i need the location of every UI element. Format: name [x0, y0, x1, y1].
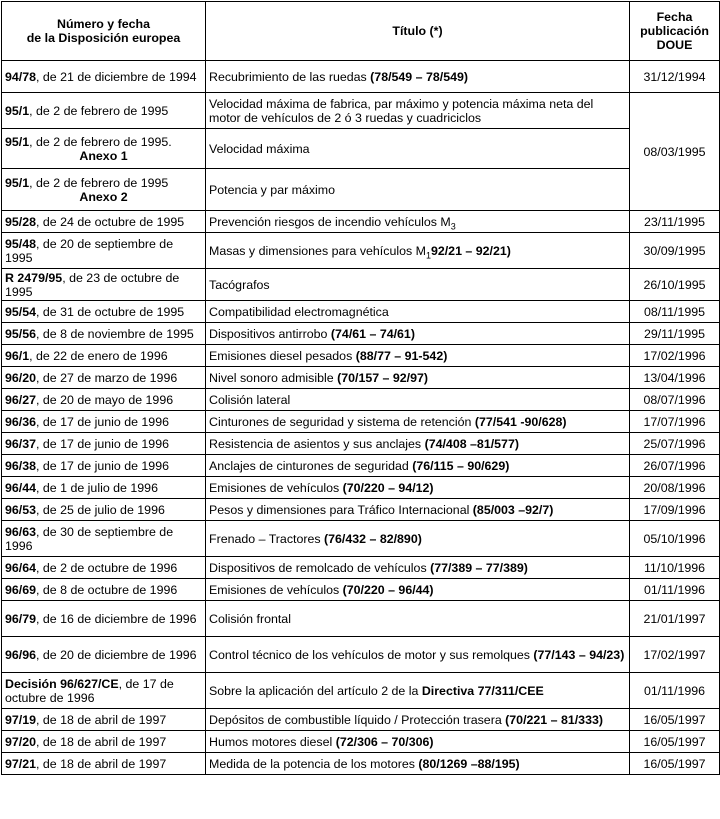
disposition-date: , de 27 de marzo de 1996	[36, 370, 178, 385]
title-subscript: 1	[425, 249, 431, 260]
table-row	[2, 731, 720, 753]
directive-codes: (70/220 – 96/44)	[342, 582, 434, 597]
title-cell	[206, 601, 630, 637]
title-cell	[206, 433, 630, 455]
table-row	[2, 367, 720, 389]
table-row	[2, 93, 720, 129]
header-title: Título (*)	[206, 2, 630, 61]
disposition-cell	[2, 557, 206, 579]
title-text: Masas y dimensiones para vehículos M	[209, 243, 426, 258]
publication-date: 20/08/1996	[630, 477, 720, 499]
title-text: Compatibilidad electromagnética	[209, 304, 389, 319]
disposition-cell	[2, 455, 206, 477]
disposition-date: , de 18 de abril de 1997	[36, 712, 167, 727]
table-row	[2, 61, 720, 93]
directive-codes: (80/1269 –88/195)	[418, 756, 520, 771]
directive-codes: (70/221 – 81/333)	[505, 712, 603, 727]
disposition-cell	[2, 477, 206, 499]
title-cell	[206, 211, 630, 233]
publication-date: 05/10/1996	[630, 521, 720, 557]
disposition-ref: 96/44	[5, 480, 37, 495]
disposition-date: , de 24 de octubre de 1995	[36, 214, 185, 229]
title-cell	[206, 169, 630, 211]
title-cell	[206, 579, 630, 601]
table-row	[2, 637, 720, 673]
title-text: Frenado – Tractores	[209, 531, 325, 546]
publication-date: 01/11/1996	[630, 579, 720, 601]
table-row	[2, 455, 720, 477]
disposition-date: , de 2 de febrero de 1995	[29, 103, 169, 118]
title-cell	[206, 455, 630, 477]
directive-codes: (74/408 –81/577)	[424, 436, 519, 451]
directive-codes: (77/541 -90/628)	[474, 414, 567, 429]
title-text: Humos motores diesel	[209, 734, 336, 749]
disposition-date: , de 2 de febrero de 1995	[29, 175, 169, 190]
disposition-cell	[2, 345, 206, 367]
table-row	[2, 477, 720, 499]
title-cell	[206, 233, 630, 269]
disposition-date: , de 20 de septiembre de 1995	[5, 236, 174, 265]
disposition-date: , de 17 de octubre de 1996	[5, 676, 174, 705]
disposition-cell	[2, 579, 206, 601]
title-text: Emisiones de vehículos	[209, 582, 343, 597]
title-cell	[206, 61, 630, 93]
disposition-ref: Decisión 96/627/CE	[5, 676, 119, 691]
title-text: Potencia y par máximo	[209, 182, 336, 197]
disposition-date: , de 20 de diciembre de 1996	[36, 647, 197, 662]
publication-date: 26/10/1995	[630, 269, 720, 301]
directive-codes: Directiva 77/311/CEE	[421, 683, 544, 698]
directive-codes: (88/77 – 91-542)	[355, 348, 448, 363]
annex-label: Anexo 1	[79, 148, 128, 163]
publication-date: 08/07/1996	[630, 389, 720, 411]
disposition-cell	[2, 323, 206, 345]
publication-date: 16/05/1997	[630, 709, 720, 731]
directive-codes: (76/115 – 90/629)	[412, 458, 510, 473]
disposition-cell	[2, 521, 206, 557]
title-text: Anclajes de cinturones de seguridad	[209, 458, 413, 473]
disposition-date: , de 22 de enero de 1996	[29, 348, 168, 363]
title-text: Prevención riesgos de incendio vehículos M	[209, 214, 451, 229]
title-text: Cinturones de seguridad y sistema de retención	[209, 414, 475, 429]
title-cell	[206, 477, 630, 499]
table-row	[2, 345, 720, 367]
title-cell	[206, 499, 630, 521]
title-text: Nivel sonoro admisible	[209, 370, 338, 385]
publication-date: 29/11/1995	[630, 323, 720, 345]
title-cell	[206, 301, 630, 323]
publication-date: 17/07/1996	[630, 411, 720, 433]
annex-label: Anexo 2	[79, 189, 128, 204]
title-text: Tacógrafos	[209, 277, 270, 292]
title-text: Velocidad máxima de fabrica, par máximo y potencia máxima neta del motor de vehículos de 2 ó 3 ruedas y cuadriciclos	[209, 96, 594, 125]
publication-date: 30/09/1995	[630, 233, 720, 269]
title-text: Recubrimiento de las ruedas	[209, 69, 371, 84]
disposition-cell	[2, 411, 206, 433]
disposition-cell	[2, 301, 206, 323]
directive-codes: (78/549 – 78/549)	[370, 69, 468, 84]
disposition-cell	[2, 269, 206, 301]
disposition-ref: 96/27	[5, 392, 37, 407]
table-row	[2, 499, 720, 521]
title-text: Sobre la aplicación del artículo 2 de la	[209, 683, 422, 698]
disposition-ref: 96/36	[5, 414, 37, 429]
title-text: Resistencia de asientos y sus anclajes	[209, 436, 425, 451]
disposition-date: , de 2 de octubre de 1996	[36, 560, 178, 575]
disposition-date: , de 17 de junio de 1996	[36, 458, 169, 473]
table-row	[2, 557, 720, 579]
publication-date: 31/12/1994	[630, 61, 720, 93]
table-row	[2, 601, 720, 637]
directives-table	[1, 1, 720, 775]
publication-date: 08/11/1995	[630, 301, 720, 323]
disposition-cell	[2, 93, 206, 129]
title-cell	[206, 753, 630, 775]
disposition-cell	[2, 637, 206, 673]
disposition-date: , de 30 de septiembre de 1996	[5, 524, 174, 553]
disposition-ref: 96/37	[5, 436, 37, 451]
disposition-ref: 96/63	[5, 524, 37, 539]
disposition-date: , de 18 de abril de 1997	[36, 756, 167, 771]
disposition-date: , de 31 de octubre de 1995	[36, 304, 185, 319]
disposition-cell	[2, 673, 206, 709]
disposition-cell	[2, 129, 206, 169]
table-row	[2, 211, 720, 233]
directive-codes: (70/157 – 92/97)	[337, 370, 429, 385]
directive-codes: 92/21 – 92/21)	[430, 243, 511, 258]
title-cell	[206, 731, 630, 753]
publication-date: 08/03/1995	[630, 93, 720, 211]
publication-date: 21/01/1997	[630, 601, 720, 637]
disposition-ref: 95/56	[5, 326, 37, 341]
disposition-cell	[2, 169, 206, 211]
publication-date: 17/09/1996	[630, 499, 720, 521]
disposition-date: , de 8 de octubre de 1996	[36, 582, 178, 597]
disposition-date: , de 20 de mayo de 1996	[36, 392, 174, 407]
disposition-date: , de 25 de julio de 1996	[36, 502, 165, 517]
table-row	[2, 673, 720, 709]
title-text: Colisión lateral	[209, 392, 291, 407]
table-row	[2, 579, 720, 601]
publication-date: 01/11/1996	[630, 673, 720, 709]
title-text: Emisiones de vehículos	[209, 480, 343, 495]
disposition-ref: 95/28	[5, 214, 37, 229]
disposition-date: , de 2 de febrero de 1995.	[29, 134, 172, 149]
title-text: Colisión frontal	[209, 611, 291, 626]
publication-date: 16/05/1997	[630, 753, 720, 775]
title-cell	[206, 411, 630, 433]
header-pub-date: Fecha publicación DOUE	[630, 2, 720, 61]
header-number-date: Número y fecha de la Disposición europea	[2, 2, 206, 61]
disposition-cell	[2, 233, 206, 269]
publication-date: 25/07/1996	[630, 433, 720, 455]
disposition-ref: 96/20	[5, 370, 37, 385]
disposition-cell	[2, 709, 206, 731]
disposition-ref: 95/1	[5, 134, 30, 149]
title-cell	[206, 673, 630, 709]
title-text: Depósitos de combustible líquido / Protección trasera	[209, 712, 506, 727]
disposition-date: , de 18 de abril de 1997	[36, 734, 167, 749]
title-cell	[206, 709, 630, 731]
title-text: Dispositivos antirrobo	[209, 326, 331, 341]
title-cell	[206, 129, 630, 169]
disposition-ref: 95/54	[5, 304, 37, 319]
title-text: Pesos y dimensiones para Tráfico Internacional	[209, 502, 473, 517]
disposition-cell	[2, 731, 206, 753]
publication-date: 26/07/1996	[630, 455, 720, 477]
disposition-ref: 97/19	[5, 712, 37, 727]
disposition-ref: 95/1	[5, 103, 30, 118]
table-row	[2, 389, 720, 411]
disposition-ref: 95/48	[5, 236, 37, 251]
disposition-cell	[2, 61, 206, 93]
table-row	[2, 411, 720, 433]
publication-date: 13/04/1996	[630, 367, 720, 389]
table-row	[2, 433, 720, 455]
header-row	[2, 2, 720, 61]
title-text: Velocidad máxima	[209, 141, 310, 156]
disposition-ref: 94/78	[5, 69, 37, 84]
title-text: Emisiones diesel pesados	[209, 348, 356, 363]
directive-codes: (77/389 – 77/389)	[430, 560, 528, 575]
directive-codes: (76/432 – 82/890)	[324, 531, 422, 546]
disposition-cell	[2, 753, 206, 775]
title-cell	[206, 637, 630, 673]
title-text: Dispositivos de remolcado de vehículos	[209, 560, 431, 575]
publication-date: 11/10/1996	[630, 557, 720, 579]
title-cell	[206, 521, 630, 557]
directive-codes: (74/61 – 74/61)	[330, 326, 415, 341]
disposition-cell	[2, 211, 206, 233]
directive-codes: (77/143 – 94/23)	[533, 647, 625, 662]
disposition-ref: 96/69	[5, 582, 37, 597]
disposition-cell	[2, 601, 206, 637]
disposition-cell	[2, 367, 206, 389]
title-cell	[206, 93, 630, 129]
disposition-ref: 97/20	[5, 734, 37, 749]
disposition-ref: 96/96	[5, 647, 37, 662]
directive-codes: (72/306 – 70/306)	[335, 734, 434, 749]
disposition-date: , de 1 de julio de 1996	[36, 480, 158, 495]
disposition-date: , de 8 de noviembre de 1995	[36, 326, 194, 341]
title-cell	[206, 367, 630, 389]
table-row	[2, 709, 720, 731]
title-cell	[206, 389, 630, 411]
publication-date: 23/11/1995	[630, 211, 720, 233]
disposition-date: , de 17 de junio de 1996	[36, 436, 169, 451]
table-row	[2, 233, 720, 269]
directive-codes: (70/220 – 94/12)	[342, 480, 434, 495]
title-cell	[206, 269, 630, 301]
publication-date: 16/05/1997	[630, 731, 720, 753]
table-row	[2, 269, 720, 301]
disposition-cell	[2, 499, 206, 521]
disposition-ref: 96/53	[5, 502, 37, 517]
title-cell	[206, 345, 630, 367]
disposition-cell	[2, 389, 206, 411]
disposition-date: , de 21 de diciembre de 1994	[36, 69, 197, 84]
disposition-date: , de 23 de octubre de 1995	[5, 270, 180, 299]
disposition-cell	[2, 433, 206, 455]
title-cell	[206, 323, 630, 345]
table-row	[2, 301, 720, 323]
table-row	[2, 323, 720, 345]
publication-date: 17/02/1997	[630, 637, 720, 673]
title-text: Control técnico de los vehículos de motor y sus remolques	[209, 647, 534, 662]
directive-codes: (85/003 –92/7)	[472, 502, 554, 517]
title-text: Medida de la potencia de los motores	[209, 756, 419, 771]
title-cell	[206, 557, 630, 579]
title-subscript: 3	[450, 220, 456, 231]
disposition-ref: 95/1	[5, 175, 30, 190]
disposition-ref: 97/21	[5, 756, 37, 771]
table-row	[2, 129, 720, 169]
disposition-ref: 96/64	[5, 560, 37, 575]
disposition-ref: 96/1	[5, 348, 30, 363]
table-row	[2, 753, 720, 775]
table-row	[2, 169, 720, 211]
disposition-date: , de 17 de junio de 1996	[36, 414, 169, 429]
disposition-ref: 96/79	[5, 611, 37, 626]
disposition-ref: 96/38	[5, 458, 37, 473]
disposition-ref: R 2479/95	[5, 270, 63, 285]
disposition-date: , de 16 de diciembre de 1996	[36, 611, 197, 626]
publication-date: 17/02/1996	[630, 345, 720, 367]
table-row	[2, 521, 720, 557]
